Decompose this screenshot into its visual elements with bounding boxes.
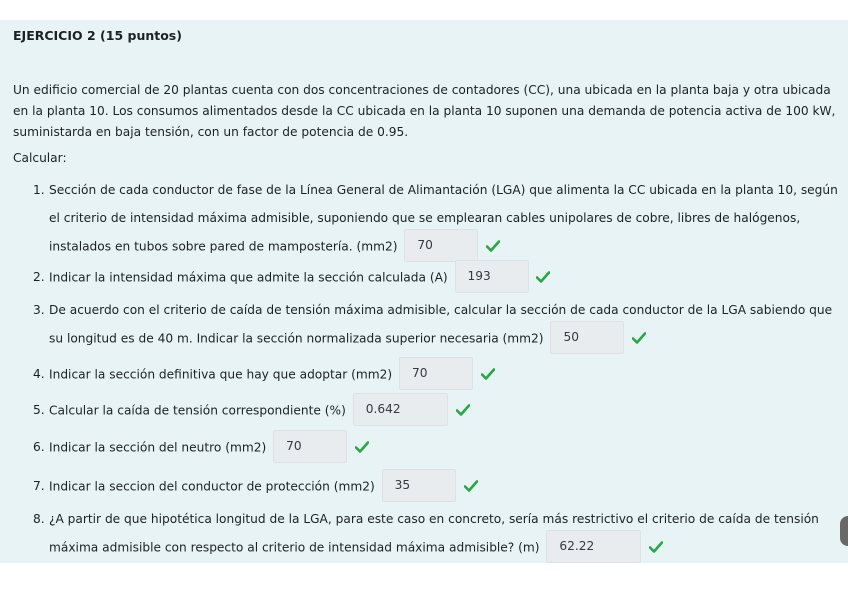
question-text: Sección de cada conductor de fase de la Línea General de Alimantación (LGA) que alimenta la CC ubicada en la planta 10, según el criterio de intensidad máxima admisible, suponiendo que se emplearan cables unipolares de cobre, libres de halógenos, instalados en tubos sobre pared de mampostería. (mm2) (49, 183, 838, 254)
question-text: Indicar la sección del neutro (mm2) (49, 440, 267, 455)
answer-field[interactable]: 70 (273, 430, 347, 463)
answer-field[interactable]: 62.22 (546, 530, 641, 563)
check-icon (536, 271, 550, 283)
exercise-statement: Un edificio comercial de 20 plantas cuenta con dos concentraciones de contadores (CC), una ubicada en la planta baja y otra ubicada en la planta 10. Los consumos alimentados desde la CC ubicada en la planta 10 suponen una demanda de potencia activa de 100 kW, suministarda en baja tensión, con un factor de potencia de 0.95. (13, 83, 836, 139)
question-text: Indicar la sección definitiva que hay que adoptar (mm2) (49, 367, 393, 382)
answer-field[interactable]: 0.642 (353, 393, 448, 426)
question-number: 5. (33, 403, 45, 417)
calculate-label: Calcular: (13, 151, 67, 165)
question-number: 1. (33, 183, 45, 197)
check-icon (355, 441, 369, 453)
check-icon (481, 368, 495, 380)
check-icon (486, 240, 500, 252)
check-icon (649, 541, 663, 553)
question-item (33, 296, 841, 354)
question-number: 3. (33, 303, 45, 317)
scrollbar-thumb[interactable] (840, 516, 848, 546)
question-text: Indicar la seccion del conductor de protección (mm2) (49, 479, 375, 494)
question-number: 2. (33, 270, 45, 284)
question-text: Calcular la caída de tensión correspondiente (%) (49, 403, 346, 418)
check-icon (632, 332, 646, 344)
question-item (33, 433, 841, 463)
question-number: 7. (33, 479, 45, 493)
exercise-title: EJERCICIO 2 (15 puntos) (13, 28, 182, 43)
question-item (33, 505, 841, 563)
question-text: Indicar la intensidad máxima que admite la sección calculada (A) (49, 270, 448, 285)
answer-field[interactable]: 193 (455, 260, 529, 293)
question-number: 6. (33, 440, 45, 454)
question-number: 4. (33, 367, 45, 381)
answer-field[interactable]: 70 (404, 229, 478, 262)
question-text: De acuerdo con el criterio de caída de tensión máxima admisible, calcular la sección de cada conductor de la LGA sabiendo que su longitud es de 40 m. Indicar la sección normalizada superior necesaria (mm2) (49, 303, 833, 346)
question-item (33, 263, 841, 293)
answer-field[interactable]: 35 (382, 469, 456, 502)
check-icon (456, 404, 470, 416)
answer-field[interactable]: 50 (550, 321, 624, 354)
answer-field[interactable]: 70 (399, 357, 473, 390)
question-item (33, 176, 841, 262)
question-panel (0, 20, 848, 563)
question-text: ¿A partir de que hipotética longitud de la LGA, para este caso en concreto, sería más restrictivo el criterio de caída de tensión máxima admisible con respecto al criterio de intensidad máxima admisible? (m) (49, 512, 819, 555)
question-item (33, 396, 841, 426)
question-item (33, 360, 841, 390)
question-number: 8. (33, 512, 45, 526)
check-icon (464, 480, 478, 492)
question-item (33, 472, 841, 502)
